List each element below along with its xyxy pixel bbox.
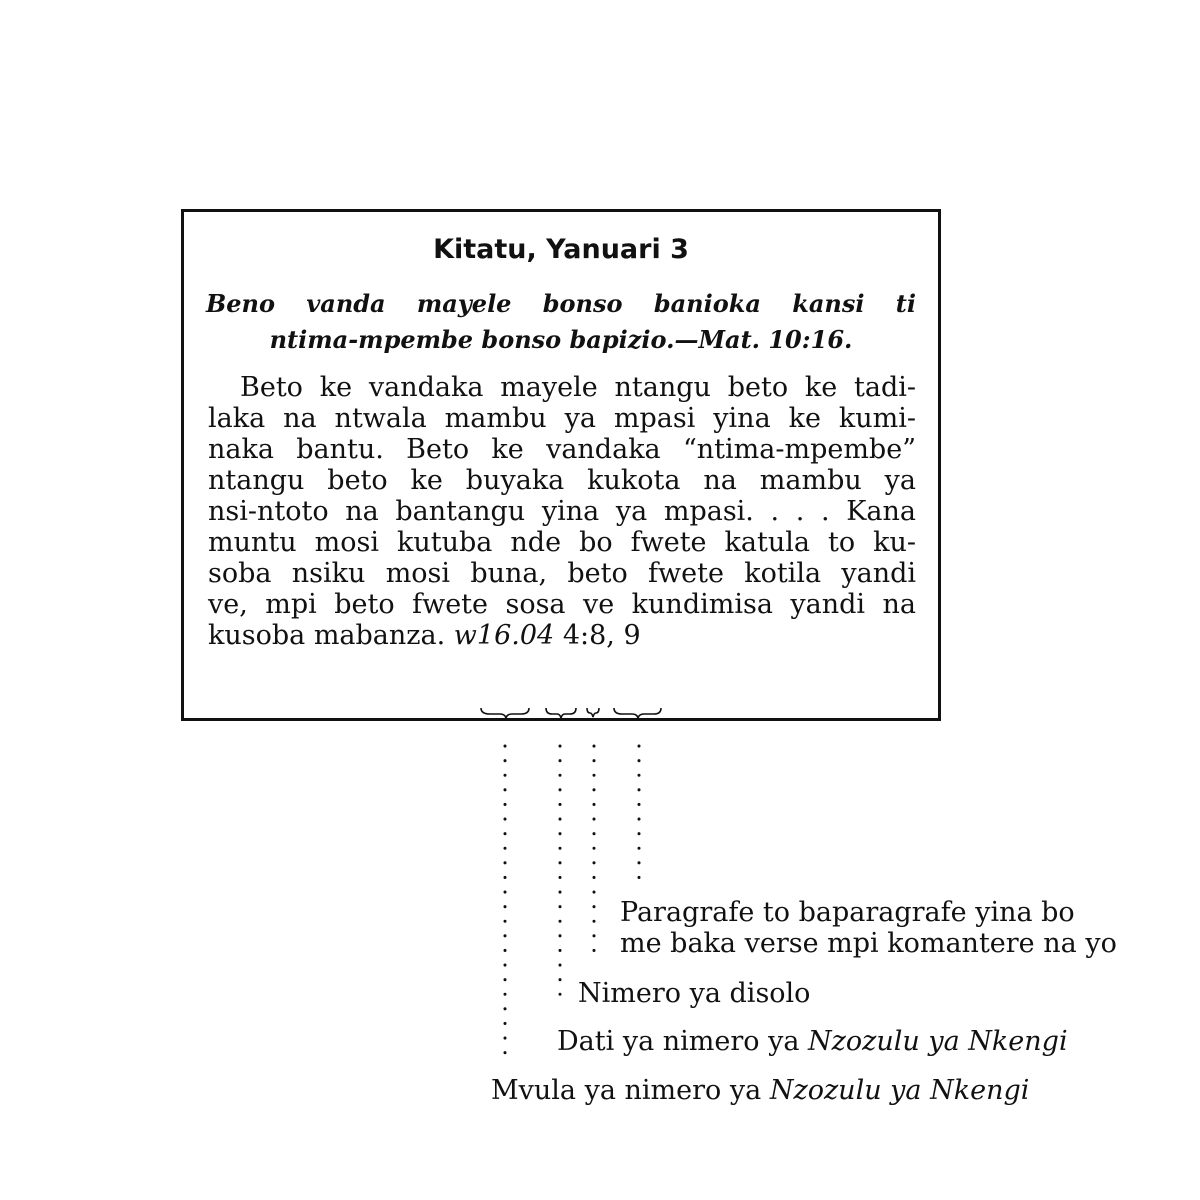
brace-paragraphs	[614, 708, 661, 718]
reference-series: w16	[453, 620, 512, 651]
paragraphs-label-line: me baka verse mpi komantere na yo	[620, 928, 1117, 959]
reference-paragraphs: 8, 9	[589, 620, 641, 651]
body-line: ntangu beto ke buyaka kukota na mambu ya	[208, 465, 916, 496]
reference-issue: .04	[511, 620, 555, 651]
body-line: Beto ke vandaka mayele ntangu beto ke tadi-	[240, 372, 916, 403]
body-line: ve, mpi beto fwete sosa ve kundimisa yandi na	[208, 589, 916, 620]
reference-page: 4	[562, 620, 580, 651]
body-line: muntu mosi kutuba nde bo fwete katula to ku-	[208, 527, 916, 558]
issue-date-prefix: Dati ya nimero ya	[557, 1026, 800, 1057]
scripture-line: ntima-mpembe bonso bapizio.—Mat. 10:16.	[269, 325, 853, 354]
year-label	[491, 1075, 1029, 1106]
body-line-end: kusoba mabanza.	[208, 620, 446, 651]
brace-issue	[546, 708, 576, 718]
page-number-label: Nimero ya disolo	[578, 978, 811, 1009]
paragraphs-label-line: Paragrafe to baparagrafe yina bo	[620, 897, 1075, 928]
body-line: naka bantu. Beto ke vandaka “ntima-mpembe”	[208, 434, 916, 465]
body-line: laka na ntwala mambu ya mpasi yina ke kumi-	[208, 403, 916, 434]
brace-page	[587, 708, 599, 717]
brace-series	[481, 708, 529, 718]
scripture-line: Beno vanda mayele bonso banioka kansi ti	[206, 289, 916, 318]
issue-date-magazine: Nzozulu ya Nkengi	[808, 1026, 1068, 1057]
date-heading: Kitatu, Yanuari 3	[433, 234, 689, 265]
body-line: soba nsiku mosi buna, beto fwete kotila yandi	[208, 558, 916, 589]
issue-date-label	[557, 1026, 1068, 1057]
year-prefix: Mvula ya nimero ya	[491, 1075, 762, 1106]
body-line: nsi-ntoto na bantangu yina ya mpasi. . . . Kana	[208, 496, 916, 527]
year-magazine: Nzozulu ya Nkengi	[769, 1075, 1030, 1106]
reference-separator: :	[580, 620, 590, 651]
paragraphs-label	[620, 897, 1117, 959]
